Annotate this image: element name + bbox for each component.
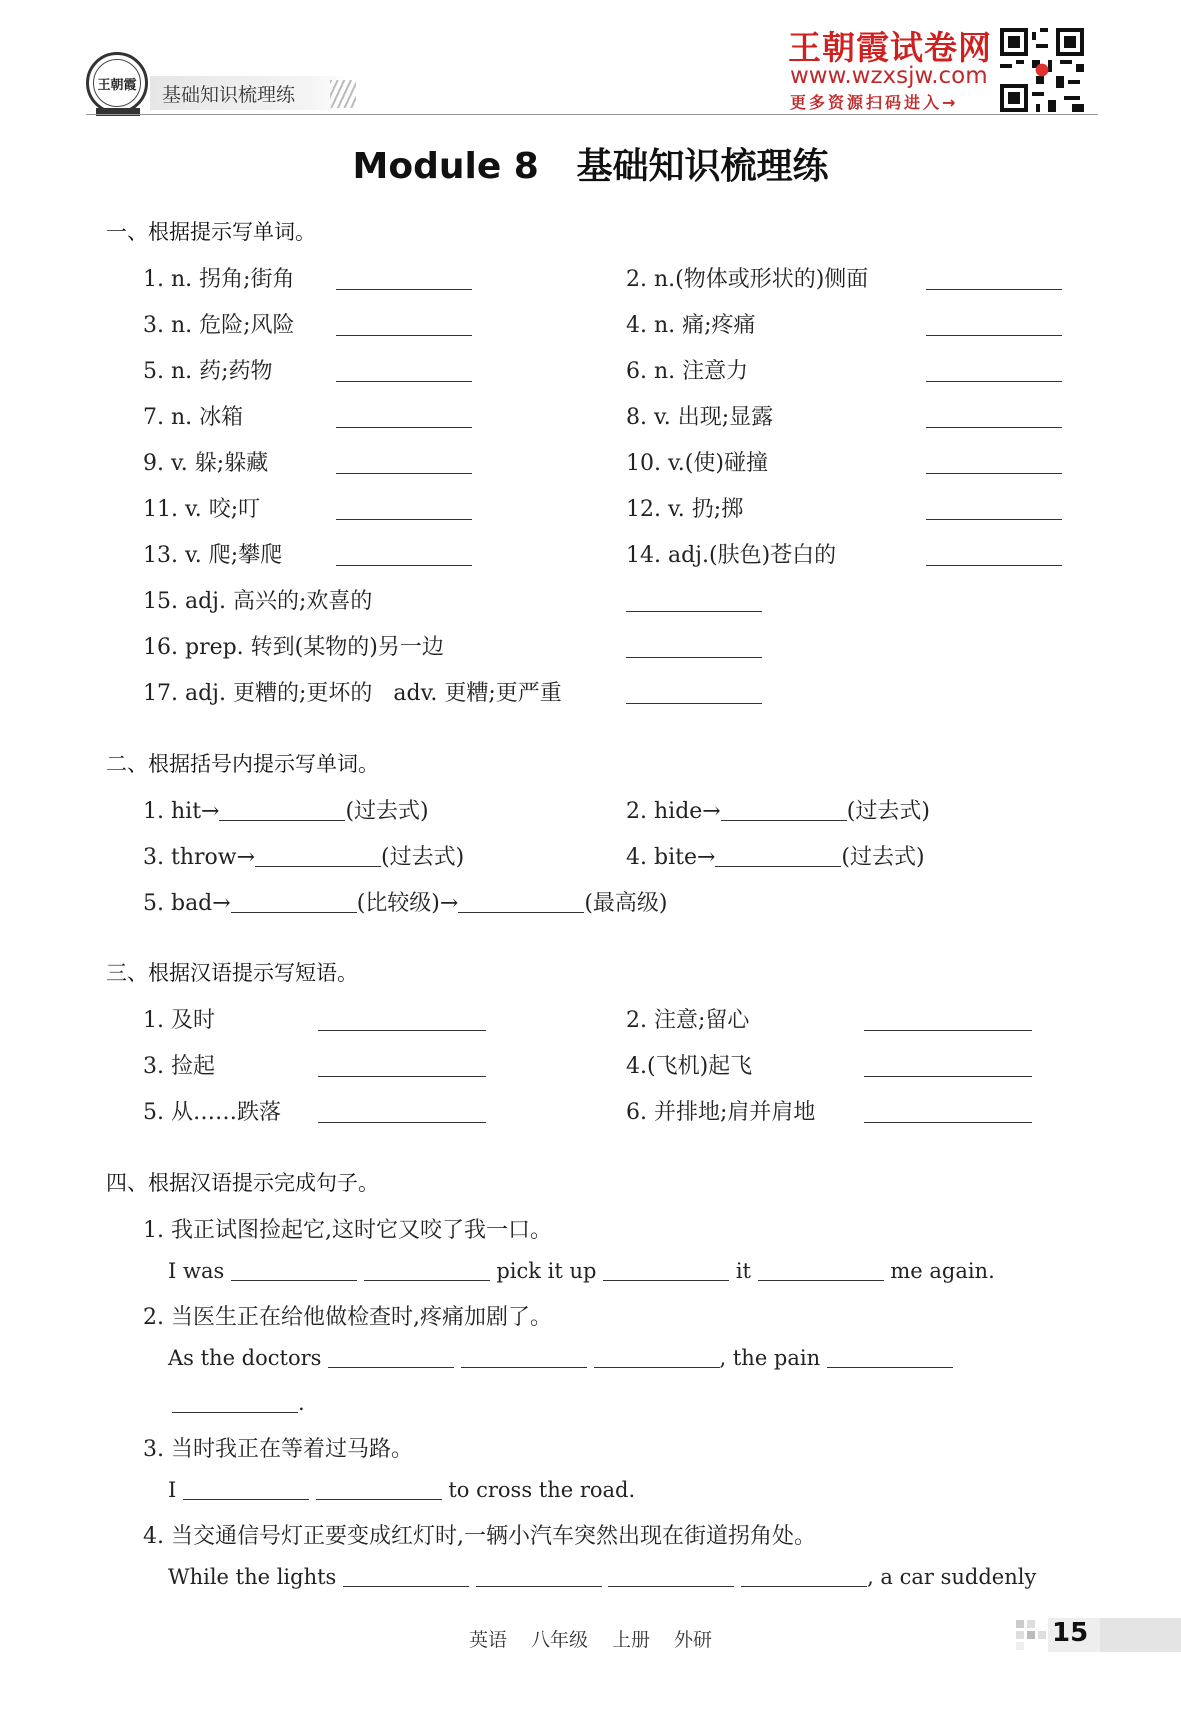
s4-q4-blank-1[interactable] bbox=[343, 1564, 469, 1587]
s2-item-3-hint: (过去式) bbox=[381, 845, 465, 870]
s2-item-3-word: 3. throw→ bbox=[143, 845, 256, 870]
section-2-heading: 二、根据括号内提示写单词。 bbox=[106, 752, 379, 776]
s3-answer-4[interactable] bbox=[864, 1076, 1032, 1077]
s1-answer-11[interactable] bbox=[336, 519, 472, 520]
page-title: Module 8 基础知识梳理练 bbox=[352, 146, 829, 187]
s1-answer-13[interactable] bbox=[336, 565, 472, 566]
s3-item-5: 5. 从……跌落 bbox=[143, 1100, 281, 1125]
s3-answer-5[interactable] bbox=[318, 1122, 486, 1123]
s4-q1-part-2: pick it up bbox=[496, 1259, 597, 1283]
s4-q2-part-1: As the doctors bbox=[168, 1346, 322, 1370]
s2-answer-5a[interactable] bbox=[231, 890, 357, 913]
s1-answer-1[interactable] bbox=[336, 289, 472, 290]
s4-q2-blank-4[interactable] bbox=[827, 1345, 953, 1368]
s1-item-13: 13. v. 爬;攀爬 bbox=[143, 543, 283, 568]
s2-item-4 bbox=[626, 840, 925, 871]
brand-url[interactable]: www.wzxsjw.com bbox=[790, 63, 988, 89]
s4-q3-english bbox=[168, 1477, 635, 1502]
header-divider bbox=[86, 114, 1098, 115]
s2-item-5-word: 5. bad→ bbox=[143, 891, 231, 916]
brand-title: 王朝霞试卷网 bbox=[788, 28, 992, 67]
footer-subject-info: 英语 八年级 上册 外研 bbox=[468, 1629, 713, 1651]
publisher-logo bbox=[86, 52, 148, 114]
s1-item-3: 3. n. 危险;风险 bbox=[143, 313, 295, 338]
s1-item-5: 5. n. 药;药物 bbox=[143, 359, 273, 384]
s1-answer-6[interactable] bbox=[926, 381, 1062, 382]
s2-item-2-word: 2. hide→ bbox=[626, 799, 721, 824]
s3-item-4: 4.(飞机)起飞 bbox=[626, 1054, 753, 1079]
logo-text: 王朝霞 bbox=[93, 59, 141, 107]
s2-answer-4[interactable] bbox=[715, 844, 841, 867]
s1-item-17: 17. adj. 更糟的;更坏的 adv. 更糟;更严重 bbox=[143, 681, 562, 706]
s4-q1-english bbox=[168, 1258, 995, 1283]
s1-answer-7[interactable] bbox=[336, 427, 472, 428]
s1-answer-17[interactable] bbox=[626, 703, 762, 704]
s2-answer-1[interactable] bbox=[219, 798, 345, 821]
s4-q3-blank-2[interactable] bbox=[316, 1477, 442, 1500]
s1-answer-4[interactable] bbox=[926, 335, 1062, 336]
s3-item-3: 3. 捡起 bbox=[143, 1054, 215, 1079]
qr-code-icon[interactable] bbox=[1000, 28, 1084, 112]
s4-q2-english-cont bbox=[172, 1390, 305, 1415]
s4-q1-blank-2[interactable] bbox=[364, 1258, 490, 1281]
s4-q1-blank-4[interactable] bbox=[758, 1258, 884, 1281]
s1-answer-2[interactable] bbox=[926, 289, 1062, 290]
s4-q4-chinese: 4. 当交通信号灯正要变成红灯时,一辆小汽车突然出现在街道拐角处。 bbox=[143, 1524, 816, 1549]
s4-q4-english bbox=[168, 1564, 1036, 1589]
s1-answer-15[interactable] bbox=[626, 611, 762, 612]
s1-item-16: 16. prep. 转到(某物的)另一边 bbox=[143, 635, 444, 660]
s2-item-5 bbox=[143, 886, 667, 917]
section-1-heading: 一、根据提示写单词。 bbox=[106, 220, 316, 244]
s4-q1-blank-3[interactable] bbox=[603, 1258, 729, 1281]
section-3-heading: 三、根据汉语提示写短语。 bbox=[106, 961, 358, 985]
s2-item-1 bbox=[143, 794, 429, 825]
s2-answer-2[interactable] bbox=[721, 798, 847, 821]
s1-answer-12[interactable] bbox=[926, 519, 1062, 520]
s1-item-2: 2. n.(物体或形状的)侧面 bbox=[626, 267, 869, 292]
s3-item-1: 1. 及时 bbox=[143, 1008, 215, 1033]
s1-item-11: 11. v. 咬;叮 bbox=[143, 497, 261, 522]
s1-answer-14[interactable] bbox=[926, 565, 1062, 566]
s4-q1-part-4: me again. bbox=[890, 1259, 995, 1283]
s4-q2-blank-2[interactable] bbox=[461, 1345, 587, 1368]
s4-q2-blank-5[interactable] bbox=[172, 1390, 298, 1413]
s3-answer-6[interactable] bbox=[864, 1122, 1032, 1123]
s1-item-12: 12. v. 扔;掷 bbox=[626, 497, 744, 522]
s3-answer-3[interactable] bbox=[318, 1076, 486, 1077]
s1-answer-5[interactable] bbox=[336, 381, 472, 382]
s4-q2-part-3: . bbox=[298, 1391, 305, 1415]
section-4-heading: 四、根据汉语提示完成句子。 bbox=[106, 1171, 379, 1195]
section-label: 基础知识梳理练 bbox=[162, 84, 296, 106]
s2-item-4-word: 4. bite→ bbox=[626, 845, 716, 870]
s4-q2-blank-1[interactable] bbox=[328, 1345, 454, 1368]
s4-q2-english bbox=[168, 1345, 953, 1370]
s4-q4-blank-4[interactable] bbox=[741, 1564, 867, 1587]
s4-q1-blank-1[interactable] bbox=[231, 1258, 357, 1281]
s1-item-9: 9. v. 躲;躲藏 bbox=[143, 451, 269, 476]
s1-item-4: 4. n. 痛;疼痛 bbox=[626, 313, 756, 338]
s1-answer-9[interactable] bbox=[336, 473, 472, 474]
brand-more-resources: 更多资源扫码进入→ bbox=[790, 93, 959, 112]
s1-item-15: 15. adj. 高兴的;欢喜的 bbox=[143, 589, 373, 614]
s4-q1-part-3: it bbox=[735, 1259, 751, 1283]
page-number: 15 bbox=[1052, 1618, 1089, 1648]
s4-q3-chinese: 3. 当时我正在等着过马路。 bbox=[143, 1437, 413, 1462]
s3-answer-2[interactable] bbox=[864, 1030, 1032, 1031]
s4-q3-part-2: to cross the road. bbox=[448, 1478, 636, 1502]
s1-item-7: 7. n. 冰箱 bbox=[143, 405, 244, 430]
s4-q2-chinese: 2. 当医生正在给他做检查时,疼痛加剧了。 bbox=[143, 1305, 552, 1330]
s4-q2-part-2: , the pain bbox=[719, 1346, 821, 1370]
s1-item-8: 8. v. 出现;显露 bbox=[626, 405, 774, 430]
s2-item-4-hint: (过去式) bbox=[841, 845, 925, 870]
s4-q3-part-1: I bbox=[168, 1478, 177, 1502]
s2-item-1-word: 1. hit→ bbox=[143, 799, 220, 824]
s2-item-2-hint: (过去式) bbox=[846, 799, 930, 824]
s2-item-5-hint-1: (比较级)→ bbox=[356, 891, 459, 916]
section-tab bbox=[150, 76, 350, 110]
page-corner-decoration bbox=[1016, 1620, 1046, 1650]
s4-q2-blank-3[interactable] bbox=[594, 1345, 720, 1368]
s2-answer-3[interactable] bbox=[255, 844, 381, 867]
s4-q4-blank-3[interactable] bbox=[608, 1564, 734, 1587]
s1-item-1: 1. n. 拐角;街角 bbox=[143, 267, 295, 292]
s2-answer-5b[interactable] bbox=[458, 890, 584, 913]
s4-q4-part-1: While the lights bbox=[168, 1565, 337, 1589]
s3-item-6: 6. 并排地;肩并肩地 bbox=[626, 1100, 816, 1125]
s2-item-1-hint: (过去式) bbox=[345, 799, 429, 824]
page-number-bar bbox=[1100, 1618, 1181, 1652]
s3-item-2: 2. 注意;留心 bbox=[626, 1008, 750, 1033]
s4-q4-part-2: , a car suddenly bbox=[867, 1565, 1037, 1589]
s2-item-5-hint-2: (最高级) bbox=[584, 891, 668, 916]
s4-q3-blank-1[interactable] bbox=[183, 1477, 309, 1500]
s1-item-6: 6. n. 注意力 bbox=[626, 359, 749, 384]
s1-item-14: 14. adj.(肤色)苍白的 bbox=[626, 543, 837, 568]
s4-q4-blank-2[interactable] bbox=[476, 1564, 602, 1587]
s2-item-2 bbox=[626, 794, 930, 825]
s2-item-3 bbox=[143, 840, 464, 871]
s4-q1-chinese: 1. 我正试图捡起它,这时它又咬了我一口。 bbox=[143, 1218, 552, 1243]
s1-answer-10[interactable] bbox=[926, 473, 1062, 474]
s1-answer-16[interactable] bbox=[626, 657, 762, 658]
s1-answer-8[interactable] bbox=[926, 427, 1062, 428]
tab-decoration bbox=[330, 80, 356, 108]
s3-answer-1[interactable] bbox=[318, 1030, 486, 1031]
s1-item-10: 10. v.(使)碰撞 bbox=[626, 451, 768, 476]
s1-answer-3[interactable] bbox=[336, 335, 472, 336]
s4-q1-part-1: I was bbox=[168, 1259, 225, 1283]
